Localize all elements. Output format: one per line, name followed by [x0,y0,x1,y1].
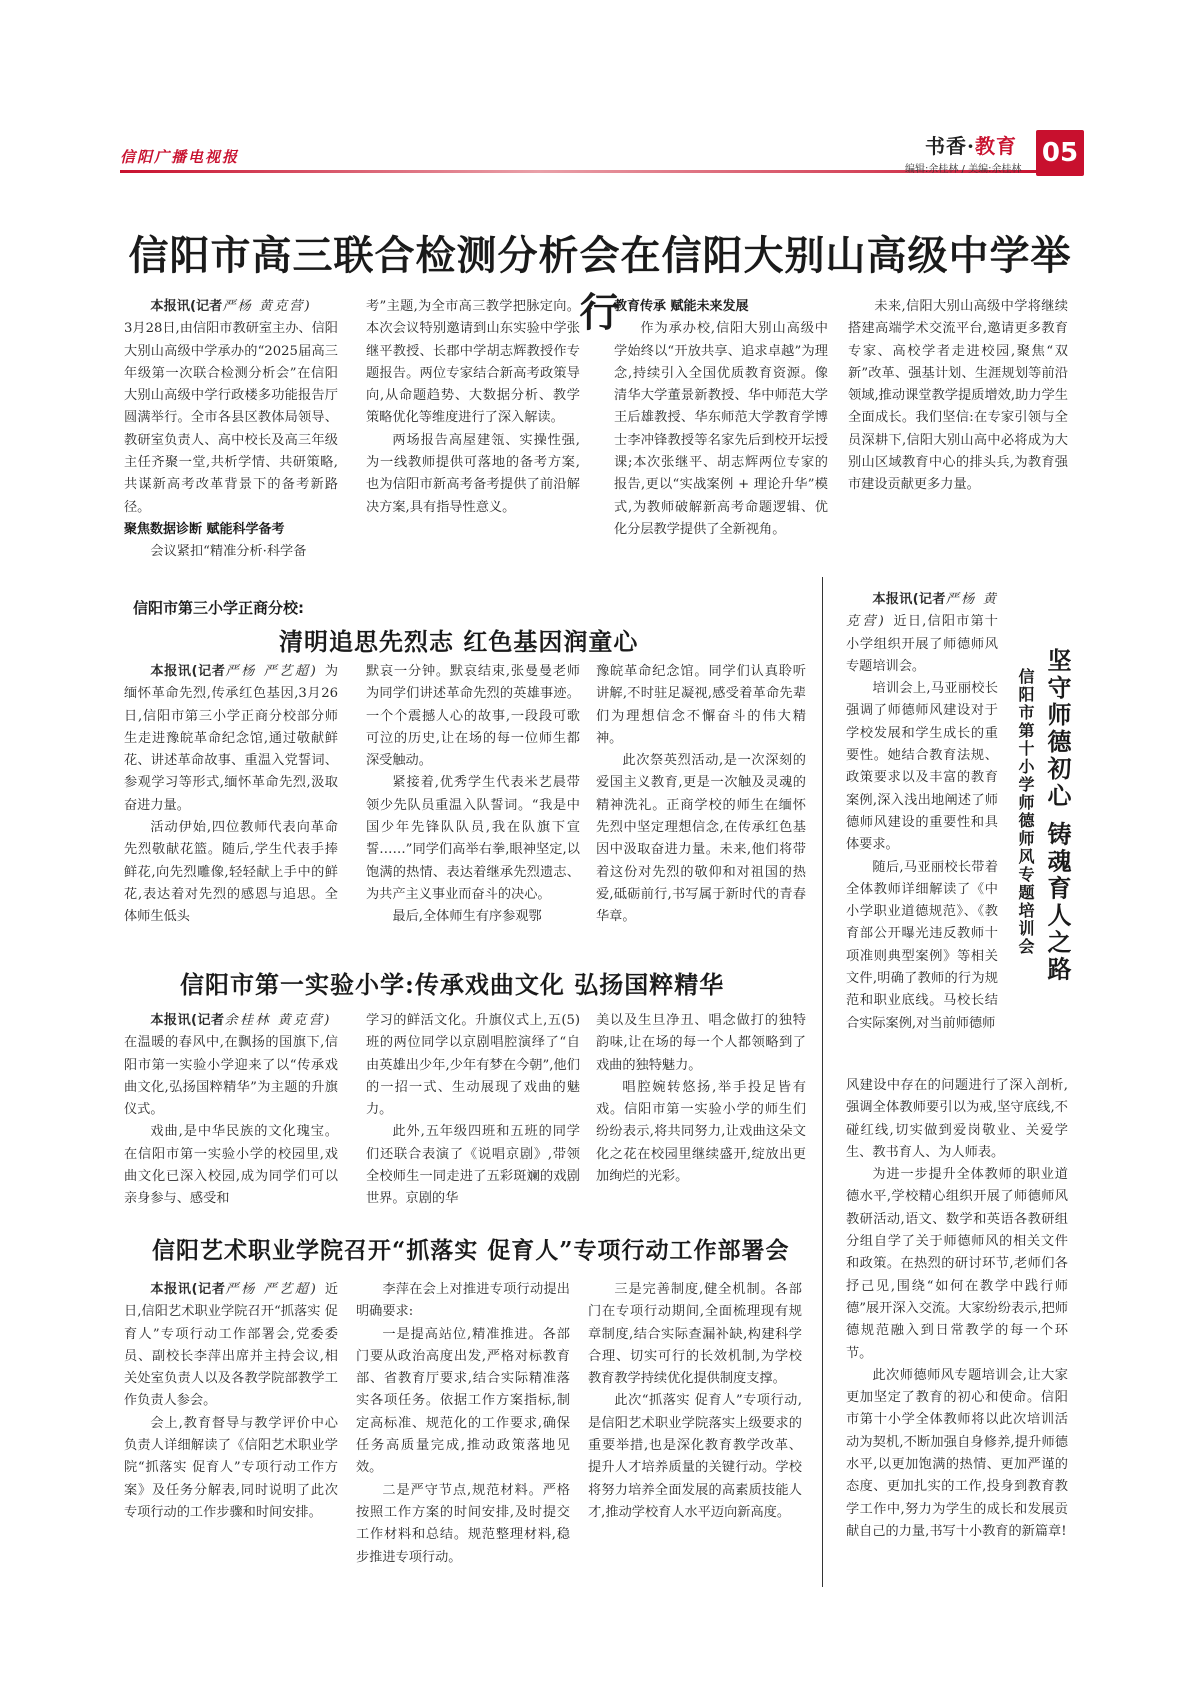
article4-para: 此次“抓落实 促育人”专项行动,是信阳艺术职业学院落实上级要求的重要举措,也是深化教育教学改革、提升人才培养质量的关键行动。学校将努力培养全面发展的高素质技能人才,推动学校育人水平迈向新高度。 [588,1393,802,1520]
article5-narrow-col [846,589,998,1035]
article4-byline: 本报讯(记者严杨 严艺超) 近日,信阳艺术职业学院召开“抓落实 促育人”专项行动工作部署会,党委委员、副校长李萍出席并主持会议,相关处室负责人以及各教学院部教学工作负责人参会。 [124,1282,339,1409]
article4-col2 [356,1279,570,1569]
article1-col2 [366,296,580,519]
article4-col3 [588,1279,802,1524]
article4-para: 一是提高站位,精准推进。各部门要从政治高度出发,严格对标教育部、省教育厅要求,结合实际精准落实各项任务。依据工作方案指标,制定高标准、规范化的工作要求,确保任务高质量完成,推动政策落地见效。 [356,1326,570,1476]
article2-para: 此次祭英烈活动,是一次深刻的爱国主义教育,更是一次触及灵魂的精神洗礼。正商学校的师生在缅怀先烈中坚定理想信念,在传承红色基因中汲取奋进力量。未来,他们将带着这份对先烈的敬仰和对祖国的热爱,砥砺前行,书写属于新时代的青春华章。 [596,753,806,925]
article3-headline: 信阳市第一实验小学:传承戏曲文化 弘扬国粹精华 [180,970,725,999]
article1-para: 作为承办校,信阳大别山高级中学始终以“开放共享、追求卓越”为理念,持续引入全国优质教育资源。像清华大学董景新教授、华中师范大学王后雄教授、华东师范大学教育学博士李冲锋教授等名家先后到校开坛授课;本次张继平、胡志辉两位专家的报告,更以“实战案例 + 理论升华”模式,为教师破解新高考命题逻辑、优化分层教学提供了全新视角。 [614,321,828,537]
article4-para: 三是完善制度,健全机制。各部门在专项行动期间,全面梳理现有规章制度,结合实际查漏补缺,构建科学合理、切实可行的长效机制,为学校教育教学持续优化提供制度支撑。 [588,1282,802,1387]
article5-subheadline: 信阳市第十小学师德师风专题培训会 [1016,668,1035,956]
article3-para: 唱腔婉转悠扬,举手投足皆有戏。信阳市第一实验小学的师生们纷纷表示,将共同努力,让戏曲这朵文化之花在校园里继续盛开,绽放出更加绚烂的光彩。 [596,1079,806,1185]
article3-para: 学习的鲜活文化。升旗仪式上,五(5)班的两位同学以京剧唱腔演绎了“自由英雄出少年,少年有梦在今朝”,他们的一招一式、生动展现了戏曲的魅力。 [366,1013,580,1118]
article1-para: 未来,信阳大别山高级中学将继续搭建高端学术交流平台,邀请更多教育专家、高校学者走进校园,聚焦“双新”改革、强基计划、生涯规划等前沿领域,推动课堂教学提质增效,助力学生全面成长。我们坚信:在专家引领与全员深耕下,信阳大别山高中必将成为大别山区域教育中心的排头兵,为教育强市建设贡献更多力量。 [848,299,1068,493]
article5-para: 此次师德师风专题培训会,让大家更加坚定了教育的初心和使命。信阳市第十小学全体教师将以此次培训活动为契机,不断加强自身修养,提升师德水平,以更加饱满的热情、更加严谨的态度、更加扎实的工作,投身到教育教学工作中,努力为学生的成长和发展贡献自己的力量,书写十小教育的新篇章! [846,1367,1068,1539]
article3-col3 [596,1010,806,1188]
section-title-right: 教育 [974,134,1017,158]
article1-para: 考”主题,为全市高三教学把脉定向。本次会议特别邀请到山东实验中学张继平教授、长郡中学胡志辉教授作专题报告。两位专家结合新高考政策导向,从命题趋势、大数据分析、教学策略优化等维度进行了深入解读。 [366,299,580,426]
article3-byline: 本报讯(记者余桂林 黄克营)在温暖的春风中,在飘扬的国旗下,信阳市第一实验小学迎来了以“传承戏曲文化,弘扬国粹精华”为主题的升旗仪式。 [124,1013,338,1118]
article2-para: 豫皖革命纪念馆。同学们认真聆听讲解,不时驻足凝视,感受着革命先辈们为理想信念不懈奋斗的伟大精神。 [596,664,806,746]
article1-col3 [614,296,828,541]
article2-col1 [124,661,338,929]
article1-col1 [124,296,338,564]
article2-para: 活动伊始,四位教师代表向革命先烈敬献花篮。随后,学生代表手捧鲜花,向先烈雕像,轻轻献上手中的鲜花,表达着对先烈的感恩与追思。全体师生低头 [124,820,338,925]
article4-para: 会上,教育督导与教学评价中心负责人详细解读了《信阳艺术职业学院“抓落实 促育人”专项行动工作方案》及任务分解表,同时说明了此次专项行动的工作步骤和时间安排。 [124,1415,338,1520]
article2-headline: 清明追思先烈志 红色基因润童心 [279,627,639,656]
article2-byline: 本报讯(记者严杨 严艺超) 为缅怀革命先烈,传承红色基因,3月26日,信阳市第三小学正商分校部分师生走进豫皖革命纪念馆,通过敬献鲜花、讲述革命故事、重温入党誓词、参观学习等形式,缅怀革命先烈,汲取奋进力量。 [124,664,339,813]
article3-para: 戏曲,是中华民族的文化瑰宝。在信阳市第一实验小学的校园里,戏曲文化已深入校园,成为同学们可以亲身参与、感受和 [124,1124,338,1207]
article2-col3 [596,661,806,929]
article3-col2 [366,1010,580,1211]
article5-para: 风建设中存在的问题进行了深入剖析,强调全体教师要引以为戒,坚守底线,不碰红线,切实做到爱岗敬业、关爱学生、教书育人、为人师表。 [846,1078,1068,1160]
article1-lead: 3月28日,由信阳市教研室主办、信阳大别山高级中学承办的“2025届高三年级第一次联合检测分析会”在信阳大别山高级中学行政楼多功能报告厅圆满举行。全市各县区教体局领导、教研室负责人、高中校长及高三年级主任齐聚一堂,共析学情、共研策略,共谋新高考改革背景下的备考新路径。 [124,321,338,515]
section-title-left: 书香· [925,134,975,158]
article4-col1 [124,1279,338,1524]
column-divider [822,577,823,1587]
article1-para: 两场报告高屋建瓴、实操性强,为一线教师提供可落地的备考方案,也为信阳市新高考备考提供了前沿解决方案,具有指导性意义。 [366,432,580,515]
article1-subhead-1: 聚焦数据诊断 赋能科学备考 [124,521,285,537]
article2-para: 最后,全体师生有序参观鄂 [392,909,542,925]
article5-wide-col [846,1075,1068,1543]
article5-headline: 坚守师德初心 铸魂育人之路 [1043,648,1072,984]
article5-para: 培训会上,马亚丽校长强调了师德师风建设对于学校发展和学生成长的重要性。她结合教育法规、政策要求以及丰富的教育案例,深入浅出地阐述了师德师风建设的重要性和具体要求。 [846,681,998,853]
article3-para: 美以及生旦净丑、唱念做打的独特韵味,让在场的每一个人都领略到了戏曲的独特魅力。 [596,1013,806,1073]
article1-subhead-2: 教育传承 赋能未来发展 [614,299,749,314]
page-number: 05 [1036,130,1084,176]
headline-main: 信阳市高三联合检测分析会在信阳大别山高级中学举行 [128,232,1072,336]
article2-kicker: 信阳市第三小学正商分校: [133,599,304,617]
article1-col4 [848,296,1068,497]
editor-line: 编辑:余桂林 / 美编:余桂林 [905,164,1022,175]
section-title [925,130,1017,159]
article1-byline: 本报讯(记者严杨 黄克营) [150,299,312,314]
article1-para: 会议紧扣“精准分析·科学备 [150,544,307,560]
article2-para: 紧接着,优秀学生代表米艺晨带领少先队员重温入队誓词。“我是中国少年先锋队队员,我在队旗下宣誓……”同学们高举右拳,眼神坚定,以饱满的热情、表达着继承先烈遗志、为共产主义事业而奋斗的决心。 [366,775,580,902]
article3-para: 此外,五年级四班和五班的同学们还联合表演了《说唱京剧》,带领全校师生一同走进了五彩斑斓的戏剧世界。京剧的华 [366,1124,580,1207]
article5-byline: 本报讯(记者严杨 黄克营) 近日,信阳市第十小学组织开展了师德师风专题培训会。 [846,592,998,674]
article5-para: 随后,马亚丽校长带着全体教师详细解读了《中小学职业道德规范》、《教育部公开曝光违反教师十项准则典型案例》等相关文件,明确了教师的行为规范和职业底线。马校长结合实际案例,对当前师德师 [846,859,998,1031]
article2-col2 [366,661,580,929]
newspaper-name: 信阳广播电视报 [120,148,240,166]
article5-para: 为进一步提升全体教师的职业道德水平,学校精心组织开展了师德师风教研活动,语文、数学和英语各教研组分组自学了关于师德师风的相关文件和政策。在热烈的研讨环节,老师们各抒己见,围绕“如何在教学中践行师德”展开深入交流。大家纷纷表示,把师德规范融入到日常教学的每一个环节。 [846,1167,1068,1361]
article2-para: 默哀一分钟。默哀结束,张曼曼老师为同学们讲述革命先烈的英雄事迹。一个个震撼人心的故事,一段段可歌可泣的历史,让在场的每一位师生都深受触动。 [366,664,580,769]
article4-para: 李萍在会上对推进专项行动提出明确要求: [356,1282,570,1320]
article4-headline: 信阳艺术职业学院召开“抓落实 促育人”专项行动工作部署会 [152,1237,790,1264]
article3-col1 [124,1010,338,1211]
article4-para: 二是严守节点,规范材料。严格按照工作方案的时间安排,及时提交工作材料和总结。规范整理材料,稳步推进专项行动。 [356,1482,570,1565]
